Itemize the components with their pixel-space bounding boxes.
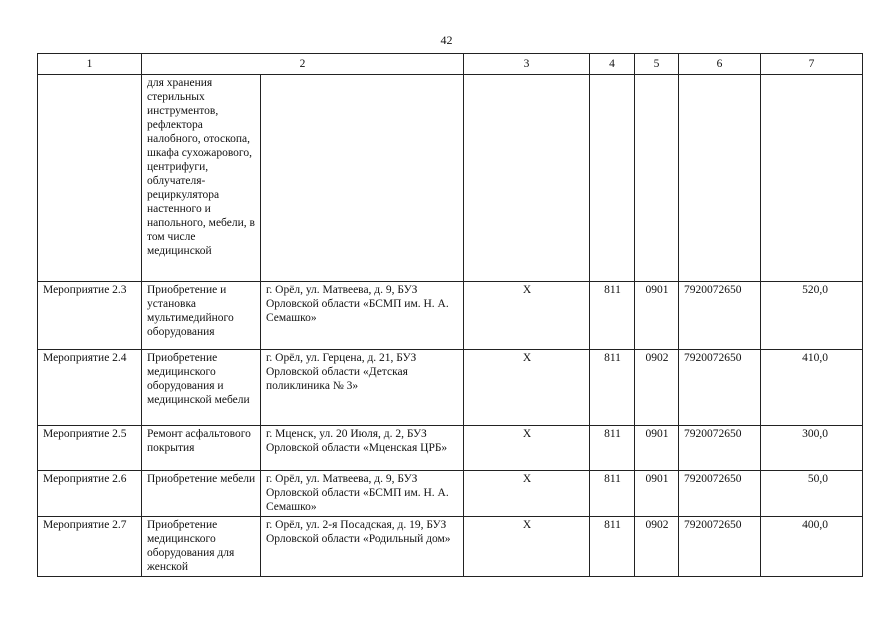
cell-col6: 7920072650 — [679, 471, 761, 517]
cell-measure: Мероприятие 2.7 — [38, 517, 142, 577]
cell-description: для хранения стерильных инструментов, рефлектора налобного, отоскопа, шкафа сухожарового, центрифуги, облучателя-рециркулятора настенного и напольного, мебели, в том числе медицинской — [142, 75, 261, 282]
cell-address: г. Орёл, ул. 2-я Посадская, д. 19, БУЗ Орловской области «Родильный дом» — [261, 517, 464, 577]
cell-col7: 410,0 — [761, 350, 863, 426]
cell-address: г. Орёл, ул. Матвеева, д. 9, БУЗ Орловской области «БСМП им. Н. А. Семашко» — [261, 471, 464, 517]
cell-address: г. Орёл, ул. Герцена, д. 21, БУЗ Орловской области «Детская поликлиника № 3» — [261, 350, 464, 426]
cell-measure: Мероприятие 2.6 — [38, 471, 142, 517]
budget-table — [37, 53, 863, 577]
cell-col6: 7920072650 — [679, 517, 761, 577]
cell-col5: 0901 — [635, 282, 679, 350]
cell-col4: 811 — [590, 350, 635, 426]
cell-description: Приобретение и установка мультимедийного оборудования — [142, 282, 261, 350]
cell-col7 — [761, 75, 863, 282]
cell-description: Ремонт асфальтового покрытия — [142, 426, 261, 471]
table-row — [38, 426, 863, 471]
cell-col3 — [464, 75, 590, 282]
table-row — [38, 350, 863, 426]
cell-col5: 0902 — [635, 517, 679, 577]
cell-col6: 7920072650 — [679, 426, 761, 471]
cell-address: г. Орёл, ул. Матвеева, д. 9, БУЗ Орловской области «БСМП им. Н. А. Семашко» — [261, 282, 464, 350]
cell-col5: 0902 — [635, 350, 679, 426]
cell-col7: 400,0 — [761, 517, 863, 577]
cell-measure: Мероприятие 2.3 — [38, 282, 142, 350]
cell-col3: X — [464, 350, 590, 426]
header-col-3: 3 — [464, 54, 590, 75]
cell-description: Приобретение мебели — [142, 471, 261, 517]
cell-description: Приобретение медицинского оборудования и медицинской мебели — [142, 350, 261, 426]
cell-col5: 0901 — [635, 426, 679, 471]
cell-empty — [38, 75, 142, 282]
cell-col3: X — [464, 282, 590, 350]
cell-col7: 300,0 — [761, 426, 863, 471]
cell-col6: 7920072650 — [679, 282, 761, 350]
cell-col4 — [590, 75, 635, 282]
cell-col4: 811 — [590, 282, 635, 350]
table-row — [38, 517, 863, 577]
table-header-row — [38, 54, 863, 75]
cell-col3: X — [464, 471, 590, 517]
header-col-2: 2 — [142, 54, 464, 75]
cell-col4: 811 — [590, 426, 635, 471]
cell-description: Приобретение медицинского оборудования для женской — [142, 517, 261, 577]
cell-col6 — [679, 75, 761, 282]
cell-col4: 811 — [590, 471, 635, 517]
cell-col6: 7920072650 — [679, 350, 761, 426]
header-col-6: 6 — [679, 54, 761, 75]
cell-measure: Мероприятие 2.4 — [38, 350, 142, 426]
cell-col7: 520,0 — [761, 282, 863, 350]
page-number: 42 — [440, 33, 453, 47]
cell-address: г. Мценск, ул. 20 Июля, д. 2, БУЗ Орловской области «Мценская ЦРБ» — [261, 426, 464, 471]
cell-col7: 50,0 — [761, 471, 863, 517]
table-row — [38, 282, 863, 350]
header-col-4: 4 — [590, 54, 635, 75]
header-col-5: 5 — [635, 54, 679, 75]
cell-col5 — [635, 75, 679, 282]
table-row — [38, 471, 863, 517]
cell-measure: Мероприятие 2.5 — [38, 426, 142, 471]
cell-col3: X — [464, 517, 590, 577]
cell-col4: 811 — [590, 517, 635, 577]
cell-address — [261, 75, 464, 282]
header-col-7: 7 — [761, 54, 863, 75]
cell-col3: X — [464, 426, 590, 471]
cell-col5: 0901 — [635, 471, 679, 517]
header-col-1: 1 — [38, 54, 142, 75]
table-row-continuation — [38, 75, 863, 282]
